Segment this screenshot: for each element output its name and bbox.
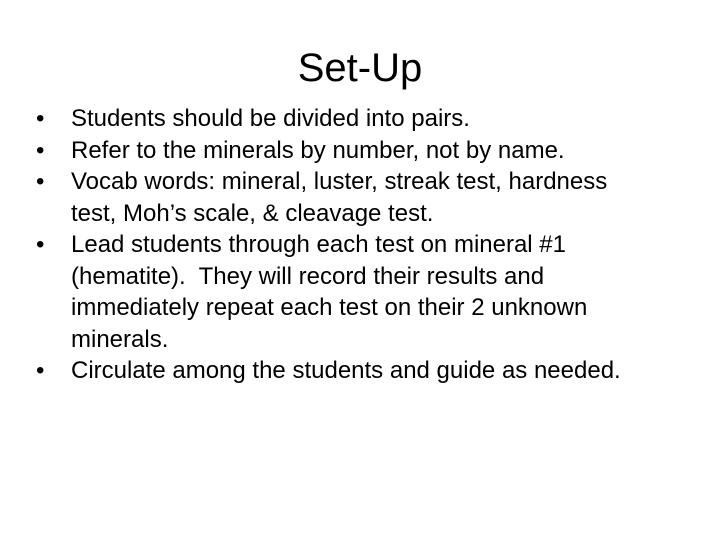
bullet-icon: • bbox=[36, 231, 45, 258]
bullet-item bbox=[36, 166, 656, 229]
bullet-icon: • bbox=[36, 168, 45, 195]
bullet-icon: • bbox=[36, 105, 45, 132]
bullet-item bbox=[36, 355, 656, 387]
bullet-text: Lead students through each test on mineral #1 (hematite). They will record their results and immediately repeat each test on their 2 unknown minerals. bbox=[71, 231, 594, 353]
bullet-text: Vocab words: mineral, luster, streak test, hardness test, Moh’s scale, & cleavage test. bbox=[71, 168, 608, 227]
bullet-text: Students should be divided into pairs. bbox=[71, 105, 470, 132]
bullet-text: Refer to the minerals by number, not by name. bbox=[71, 136, 565, 164]
slide-title: Set-Up bbox=[297, 46, 423, 90]
bullet-icon: • bbox=[36, 357, 45, 384]
bullet-icon: • bbox=[36, 136, 45, 164]
bullet-item bbox=[36, 135, 656, 167]
bullet-list bbox=[36, 103, 656, 387]
bullet-text: Circulate among the students and guide as needed. bbox=[71, 357, 621, 384]
bullet-item bbox=[36, 229, 656, 355]
bullet-item bbox=[36, 103, 656, 135]
